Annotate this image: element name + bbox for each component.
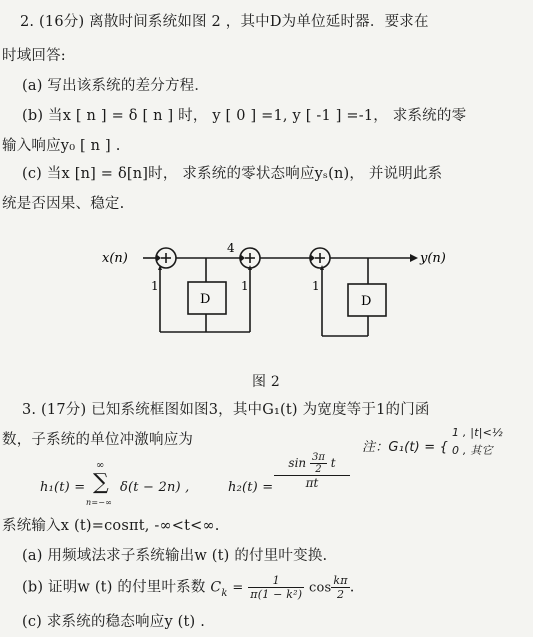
gain-label-3: 1 [241,279,249,293]
delay-label-1: D [200,292,211,307]
problem3-header: 3. (17分) 已知系统框图如图3，其中G₁(t) 为宽度等于1的门函 [22,402,430,418]
problem3-part-b [22,574,355,601]
problem2-header-cont: 时域回答: [2,48,66,64]
h1-sum-bottom: n=−∞ [86,498,113,507]
ck-symbol: C [210,579,222,596]
figure2-caption: 图 2 [252,374,280,390]
h2-num-suffix: t [330,456,336,470]
h2-lhs: h₂(t) = [228,480,274,495]
problem2-part-c: (c) 当x [n] = δ[n]时， 求系统的零状态响应yₛ(n)， 并说明此系 [22,166,443,182]
ck-end: . [349,579,355,596]
figure2-output-label: y(n) [420,251,446,266]
note-case-1: 1 , |t|<½ [452,426,503,439]
ck-subscript: k [221,587,228,599]
ck-cos-bottom: 2 [336,588,345,601]
h2-num-frac-bottom: 2 [315,464,322,475]
problem3-part-a: (a) 用频域法求子系统输出w (t) 的付里叶变换. [22,548,328,564]
h2-num-frac-top: 3π [311,452,325,463]
h1-sum-top: ∞ [96,460,105,471]
note-gate-function: 注：G₁(t) = { [362,440,449,455]
ck-frac-bottom: π(1 − k²) [250,588,303,601]
problem2-header: 2. (16分) 离散时间系统如图 2 ，其中D为单位延时器．要求在 [20,14,429,30]
block-diagram-figure2 [0,232,533,372]
problem2-part-b: (b) 当x [ n ] = δ [ n ] 时， y [ 0 ] =1, y [ -1 ] =-1， 求系统的零 [22,108,467,124]
problem3-header-cont: 数，子系统的单位冲激响应为 [2,432,194,448]
problem3-part-c: (c) 求系统的稳态响应y (t) . [22,614,206,630]
delay-label-2: D [361,294,372,309]
h2-num-prefix: sin [288,456,307,470]
h2-den: πt [274,475,350,490]
h1-lhs: h₁(t) = [40,480,86,495]
problem3-part-b-prefix: (b) 证明w (t) 的付里叶系数 [22,579,206,596]
problem2-part-b-cont: 输入响应y₀ [ n ] . [2,138,121,154]
gain-label-1: 1 [151,279,159,293]
problem3-input-line: 系统输入x (t)=cosπt, -∞<t<∞. [2,518,220,534]
ck-cos-top: kπ [333,574,348,587]
gain-label-4: 1 [312,279,320,293]
ck-frac-top: 1 [248,574,304,588]
note-case-2: 0 , 其它 [452,444,493,457]
gain-label-2: 4 [227,241,235,255]
h1-rhs: δ(t − 2n) , [120,480,190,495]
ck-equals: = [232,580,244,596]
h2-fraction [274,452,350,490]
figure2-input-label: x(n) [102,251,128,266]
ck-cos: cos [309,580,332,596]
problem2-part-c-cont: 统是否因果、稳定. [2,196,125,212]
sigma-icon: ∑ [93,470,109,495]
problem2-part-a: (a) 写出该系统的差分方程． [22,78,210,94]
